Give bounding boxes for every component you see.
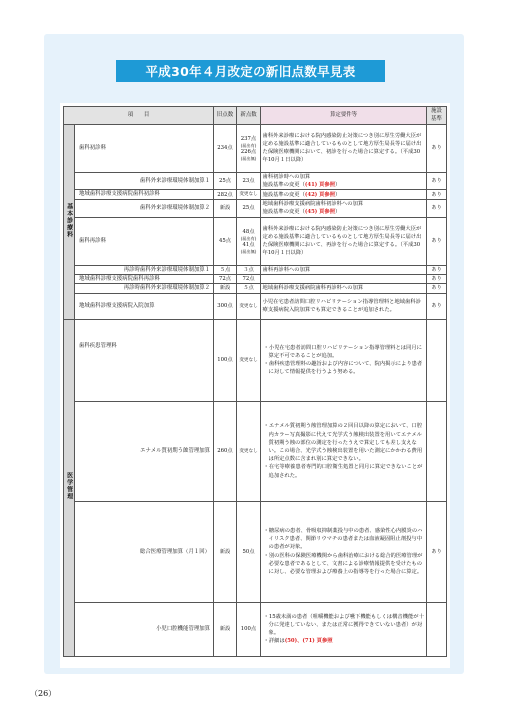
item-name: 再診時歯科外来診療環境体制加算１ — [75, 265, 214, 274]
fee-table — [63, 106, 447, 657]
item-name: 歯科外来診療環境体制加算２ — [75, 200, 214, 217]
header-item: 項 目 — [64, 107, 214, 125]
new-points: 23点 — [237, 172, 261, 189]
old-points: 新設 — [214, 602, 237, 656]
facility-basis: あり — [427, 124, 447, 172]
new-points: 50点 — [237, 501, 261, 602]
facility-basis: あり — [427, 190, 447, 200]
table-row — [64, 284, 447, 293]
facility-basis: あり — [427, 293, 447, 319]
old-points: 25点 — [214, 172, 237, 189]
requirements — [261, 274, 427, 283]
table-header-row — [64, 107, 447, 125]
new-points: 変更なし — [237, 319, 261, 401]
facility-basis: あり — [427, 274, 447, 283]
old-points: 260点 — [214, 401, 237, 501]
facility-basis — [427, 602, 447, 656]
new-points: 変更なし — [237, 190, 261, 200]
facility-basis — [427, 319, 447, 401]
item-name: 地域歯科診療支援病院歯科初診料 — [75, 190, 214, 200]
old-points: 234点 — [214, 124, 237, 172]
requirements: 小児在宅患者訪問口腔リハビリテーション指導管理料と地域歯科診療支援病院入院加算でも算定できることが追加された。 — [261, 293, 427, 319]
item-name: 歯科外来診療環境体制加算１ — [75, 172, 214, 189]
new-points: 100点 — [237, 602, 261, 656]
old-points: ５点 — [214, 265, 237, 274]
table-row — [64, 200, 447, 217]
new-points: 48点 (届出有) 41点 (届出無) — [237, 217, 261, 265]
old-points: 新設 — [214, 284, 237, 293]
new-points: 変更なし — [237, 401, 261, 501]
item-name: 歯科初診料 — [75, 124, 214, 172]
facility-basis: あり — [427, 172, 447, 189]
old-points: 72点 — [214, 274, 237, 283]
requirements: ・ エナメル質初期う蝕管理加算の２回目以降の算定において、口腔内カラー写真撮影に代えて光学式う蝕検出装置を用いてエナメル質初期う蝕の部位の測定を行ったうえで算定しても差し支えない。この場合、光学式う蝕検出装置を用いた測定にかかわる費用は所定点数に含まれ別に算定できない。 ・ 在宅等療養患者専門的口腔衛生処置と同月に算定できないことが追加された。 — [261, 401, 427, 501]
old-points: 新設 — [214, 200, 237, 217]
old-points: 300点 — [214, 293, 237, 319]
new-points: 25点 — [237, 200, 261, 217]
requirements: ・ 15歳未満の患者（咀嚼機能および嚥下機能もしくは構音機能が十分に発達していない、または正常に獲得できていない患者）が対象。 ・ 詳細は(50)、(71) 頁参照 — [261, 602, 427, 656]
item-name: 総合医療管理加算（月１回） — [75, 501, 214, 602]
requirements: 地域歯科診療支援病院歯科再診料への加算 — [261, 284, 427, 293]
requirements: 施設基準の変更（(42) 頁参照） — [261, 190, 427, 200]
table-row — [64, 217, 447, 265]
table-row — [64, 401, 447, 501]
facility-basis — [427, 401, 447, 501]
item-name: 歯科再診料 — [75, 217, 214, 265]
table-row — [64, 293, 447, 319]
facility-basis: あり — [427, 265, 447, 274]
item-name: エナメル質初期う蝕管理加算 — [75, 401, 214, 501]
facility-basis: あり — [427, 200, 447, 217]
new-points: 237点 (届出有) 226点 (届出無) — [237, 124, 261, 172]
requirements: 歯科外来診療における院内感染防止対策につき別に厚生労働大臣が定める施設基準に適合しているものとして地方厚生局長等に届け出た保険医療機関において、再診を行った場合に算定する。（平成30年10月１日以降） — [261, 217, 427, 265]
category-basic: 基本診療料 — [64, 124, 75, 319]
requirements: 歯科外来診療における院内感染防止対策につき別に厚生労働大臣が定める施設基準に適合しているものとして地方厚生局長等に届け出た保険医療機関において、初診を行った場合に算定する。（平成30年10月１日以降） — [261, 124, 427, 172]
old-points: 282点 — [214, 190, 237, 200]
table-row — [64, 274, 447, 283]
table-row — [64, 265, 447, 274]
table-row — [64, 172, 447, 189]
new-points: 72点 — [237, 274, 261, 283]
requirements: ・ 糖尿病の患者、骨吸収抑制薬投与中の患者、感染性心内膜炎のハイリスク患者、関節リウマチの患者または血液凝固阻止剤投与中の患者が対象。 ・ 別の医科の保険医療機関から歯科治療における総合的医療管理が必要な患者であるとして、文書による診療情報提供を受けたものに対し、必要な管理および療養上の指導等を行った場合に算定。 — [261, 501, 427, 602]
table-row — [64, 319, 447, 401]
table-row — [64, 124, 447, 172]
table-row — [64, 602, 447, 656]
category-medical: 医学管理 — [64, 319, 75, 656]
item-name: 歯科疾患管理料 — [75, 319, 214, 401]
facility-basis: あり — [427, 501, 447, 602]
facility-basis: あり — [427, 217, 447, 265]
old-points: 新設 — [214, 501, 237, 602]
new-points: ５点 — [237, 284, 261, 293]
header-new-points: 新点数 — [237, 107, 261, 125]
header-old-points: 旧点数 — [214, 107, 237, 125]
requirements: 歯科再診料への加算 — [261, 265, 427, 274]
table-row — [64, 190, 447, 200]
requirements: 地域歯科診療支援病院歯科初診料への加算 施設基準の変更（(45) 頁参照） — [261, 200, 427, 217]
item-name: 再診時歯科外来診療環境体制加算２ — [75, 284, 214, 293]
old-points: 100点 — [214, 319, 237, 401]
page-title: 平成30年４月改定の新旧点数早見表 — [116, 60, 385, 82]
facility-basis: あり — [427, 284, 447, 293]
old-points: 45点 — [214, 217, 237, 265]
requirements: ・ 小児在宅患者訪問口腔リハビリテーション指導管理料とは同月に算定不可であることが追加。 ・ 歯科疾患管理料の趣旨および内容について、院内掲示により患者に対して情報提供を行うよう努める。 — [261, 319, 427, 401]
new-points: ３点 — [237, 265, 261, 274]
page-number: （26） — [30, 689, 57, 698]
header-requirements: 算定要件等 — [261, 107, 427, 125]
item-name: 小児口腔機能管理加算 — [75, 602, 214, 656]
header-facility-basis: 施設基準 — [427, 107, 447, 125]
item-name: 地域歯科診療支援病院歯科再診料 — [75, 274, 214, 283]
new-points: 変更なし — [237, 293, 261, 319]
table-row — [64, 501, 447, 602]
requirements: 歯科初診時への加算 施設基準の変更（(41) 頁参照） — [261, 172, 427, 189]
item-name: 地域歯科診療支援病院入院加算 — [75, 293, 214, 319]
